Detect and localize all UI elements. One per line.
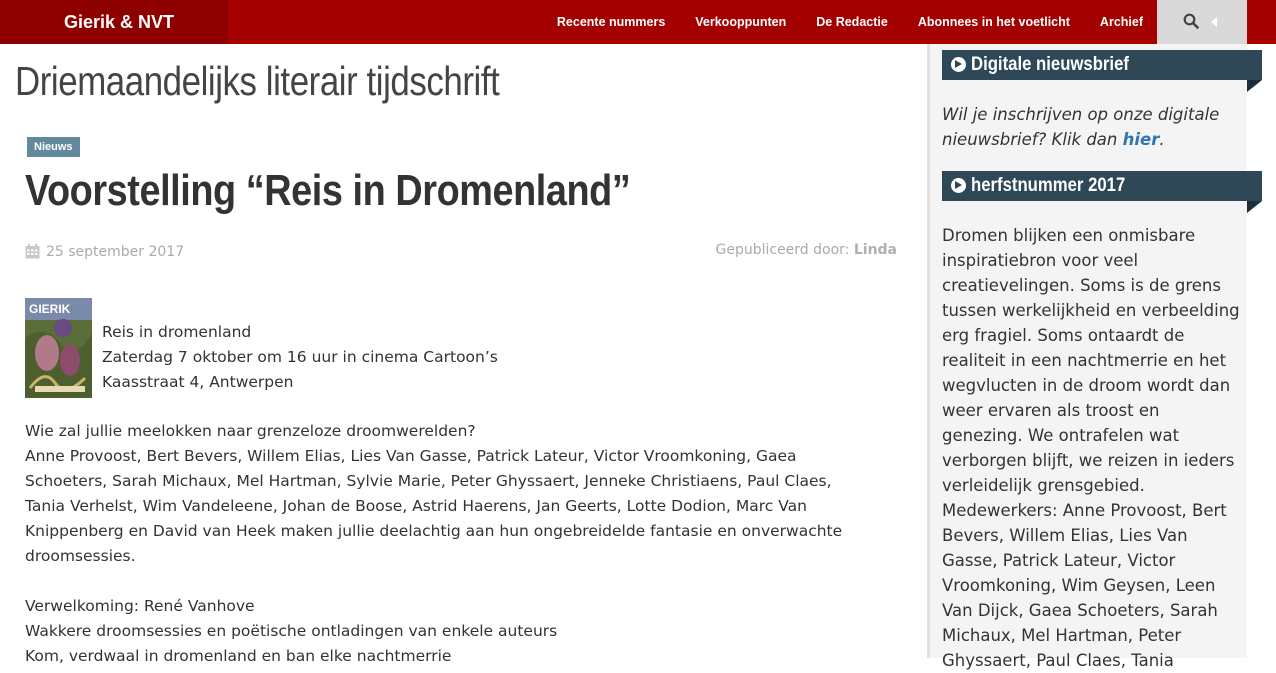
post-body [25,419,905,669]
ribbon-fold [1247,80,1262,92]
issue-text-line: creatievelingen. Soms is de grens [942,276,1221,295]
issue-widget-title: herfstnummer 2017 [942,171,1262,201]
post-meta [25,244,897,262]
issue-text-line: erg fragiel. Soms ontaardt de [942,326,1185,345]
top-navbar [0,0,1276,44]
site-brand[interactable]: Gierik & NVT [0,0,228,44]
paragraph-gap [25,569,905,594]
issue-text-line: Medewerkers: Anne Provoost, Bert [942,501,1227,520]
post-title: Voorstelling “Reis in Dromenland” [25,166,631,215]
cover-image[interactable] [25,298,92,398]
issue-text-line: Dromen blijken een onmisbare [942,226,1196,245]
body-line: Wakkere droomsessies en poëtische ontladingen van enkele auteurs [25,622,558,640]
nav-archief[interactable]: Archief [1099,15,1143,29]
ribbon-fold [1247,201,1262,213]
issue-text-line: tussen werkelijkheid en verbeelding [942,301,1240,320]
search-toggle-button[interactable] [1157,0,1247,44]
search-icon [1183,13,1199,29]
nav-verkooppunten[interactable]: Verkooppunten [695,15,787,29]
cover-illustration [25,298,92,398]
event-name: Reis in dromenland [102,323,252,341]
event-details [102,320,498,395]
issue-text-line: inspiratiebron voor veel [942,251,1139,270]
issue-text-line: wegvlucten in de droom wordt dan [942,376,1231,395]
issue-text-line: verborgen blijft, we reizen in ieders [942,451,1235,470]
site-title: Driemaandelijks literair tijdschrift [15,58,500,104]
body-line: Wie zal jullie meelokken naar grenzeloze droomwerelden? [25,422,476,440]
nav-abonnees[interactable]: Abonnees in het voetlicht [917,15,1070,29]
caret-left-icon [1211,17,1217,27]
arrow-circle-right-icon [951,57,966,72]
post-author[interactable]: Linda [853,242,897,258]
nav-de-redactie[interactable]: De Redactie [816,15,888,29]
body-line: Verwelkoming: René Vanhove [25,597,255,615]
issue-text-line: weer ervaren als troost en [942,401,1160,420]
post-date: 25 september 2017 [46,244,185,260]
issue-text-line: genezing. We ontrafelen wat [942,426,1180,445]
newsletter-signup-link[interactable]: hier [1122,130,1160,149]
main-nav [542,0,1158,44]
arrow-circle-right-icon [951,178,966,193]
issue-text-line: realiteit in een nachtmerrie en het [942,351,1227,370]
issue-text-line: Michaux, Mel Hartman, Peter [942,626,1182,645]
body-line: Knippenberg en David van Heek maken jullie deelachtig aan hun ongebreidelde fantasie en onverwachte [25,522,843,540]
issue-text-line: Bevers, Willem Elias, Lies Van [942,526,1188,545]
newsletter-widget-title: Digitale nieuwsbrief [942,50,1262,80]
published-by-label: Gepubliceerd door: [715,242,850,258]
nav-recente-nummers[interactable]: Recente nummers [556,15,666,29]
event-datetime: Zaterdag 7 oktober om 16 uur in cinema Cartoon’s [102,348,498,366]
calendar-icon [25,244,40,259]
body-line: Tania Verhelst, Wim Vandeleene, Johan de Boose, Astrid Haerens, Jan Geerts, Lotte Dodion, Marc Van [25,497,807,515]
issue-text-line: Vroomkoning, Wim Geysen, Leen [942,576,1216,595]
issue-text-line: Ghyssaert, Paul Claes, Tania [942,651,1174,670]
body-line: Schoeters, Sarah Michaux, Mel Hartman, Sylvie Marie, Peter Ghyssaert, Jenneke Christiaens, Paul Claes, [25,472,832,490]
body-line: droomsessies. [25,547,136,565]
issue-description [942,223,1242,673]
issue-text-line: verleidelijk grensgebied. [942,476,1145,495]
post-author-line [715,242,897,258]
issue-text-line: Van Dijck, Gaea Schoeters, Sarah [942,601,1218,620]
cover-logo-text: GIERIK [29,302,71,316]
body-line: Anne Provoost, Bert Bevers, Willem Elias, Lies Van Gasse, Patrick Lateur, Victor Vroomkoning, Gaea [25,447,797,465]
event-address: Kaasstraat 4, Antwerpen [102,373,294,391]
issue-text-line: Gasse, Patrick Lateur, Victor [942,551,1176,570]
category-badge[interactable]: Nieuws [27,137,80,157]
body-line: Kom, verdwaal in dromenland en ban elke nachtmerrie [25,647,452,665]
newsletter-text: Wil je inschrijven op onze digitale nieuwsbrief? Klik dan hier. [942,105,1220,149]
